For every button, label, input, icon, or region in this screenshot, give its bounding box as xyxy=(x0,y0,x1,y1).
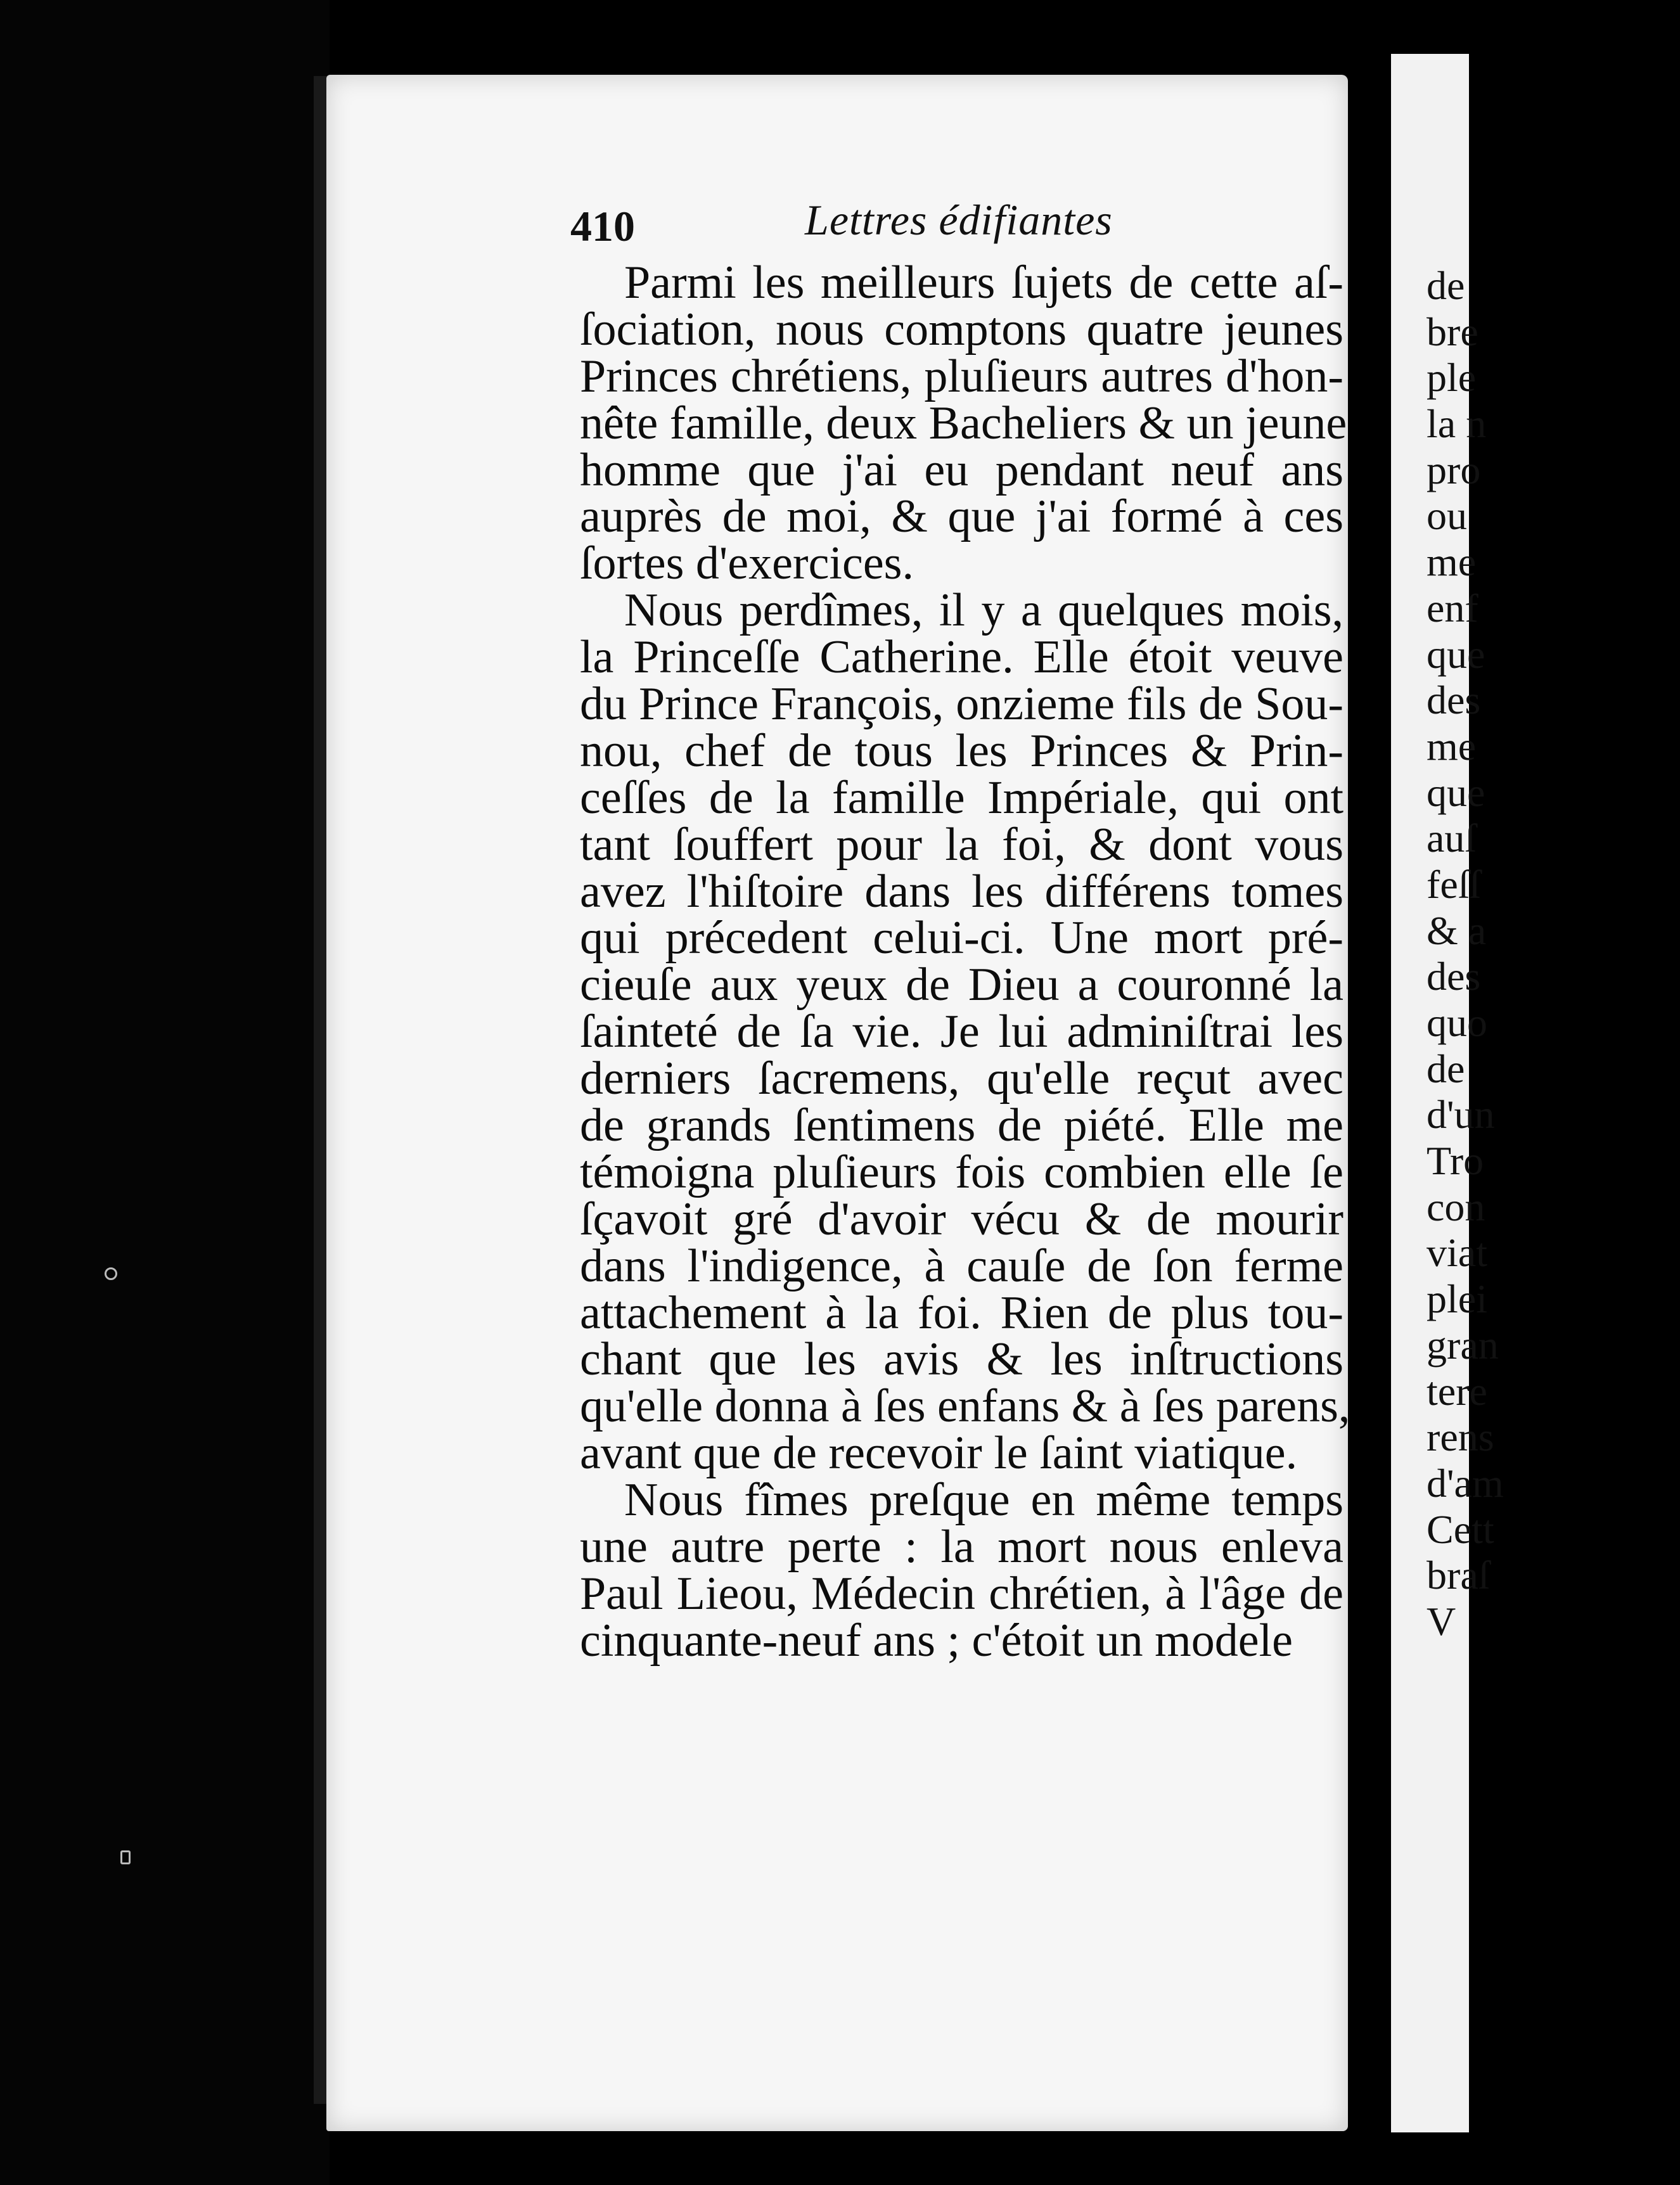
fragment-line: feſſ xyxy=(1427,861,1481,907)
text-line: du Prince François, onzieme fils de Sou- xyxy=(580,678,1343,731)
text-line: qu'elle donna à ſes enfans & à ſes parens, xyxy=(580,1380,1350,1433)
fragment-line: ple xyxy=(1427,355,1477,400)
fragment-line: que xyxy=(1427,769,1485,815)
text-line: attachement à la foi. Rien de plus tou- xyxy=(580,1286,1343,1339)
fragment-line: d'un xyxy=(1427,1092,1495,1137)
fragment-line: de xyxy=(1427,263,1465,308)
fragment-line: & a xyxy=(1427,907,1487,953)
fragment-line: V xyxy=(1427,1598,1456,1644)
fragment-line: plei xyxy=(1427,1276,1487,1322)
fragment-line: des xyxy=(1427,954,1481,999)
fragment-line: braſ xyxy=(1427,1553,1490,1598)
text-line: ſainteté de ſa vie. Je lui adminiſtrai les xyxy=(580,1006,1343,1058)
fragment-line: Cett xyxy=(1427,1506,1494,1552)
fragment-line: me xyxy=(1427,539,1477,585)
text-line: la Princeſſe Catherine. Elle étoit veuve xyxy=(580,631,1343,684)
running-title: Lettres édifiantes xyxy=(805,196,1113,244)
fragment-line: gran xyxy=(1427,1322,1499,1368)
text-line: chant que les avis & les inſtructions xyxy=(580,1333,1343,1386)
fragment-line: me xyxy=(1427,723,1477,769)
text-line: ceſſes de la famille Impériale, qui ont xyxy=(580,771,1343,824)
dust-speck xyxy=(105,1267,117,1280)
fragment-line: rens xyxy=(1427,1414,1494,1460)
text-line: tant ſouffert pour la foi, & dont vous xyxy=(580,818,1343,871)
fragment-line: la n xyxy=(1427,401,1487,447)
binding-gutter xyxy=(0,0,330,2185)
fragment-line: tere xyxy=(1427,1368,1487,1414)
text-line: homme que j'ai eu pendant neuf ans xyxy=(580,444,1343,496)
text-line: de grands ſentimens de piété. Elle me xyxy=(580,1099,1343,1152)
adjacent-page-fragment xyxy=(1391,54,1504,2132)
text-line: cieuſe aux yeux de Dieu a couronné la xyxy=(580,959,1343,1011)
text-line: cinquante-neuf ans ; c'étoit un modele xyxy=(580,1614,1293,1667)
text-line: nou, chef de tous les Princes & Prin- xyxy=(580,724,1343,777)
fragment-line: ou xyxy=(1427,493,1467,539)
fragment-line: des xyxy=(1427,677,1481,723)
text-line: Parmi les meilleurs ſujets de cette aſ- xyxy=(624,257,1343,309)
fragment-line: de xyxy=(1427,1046,1465,1091)
text-line: dans l'indigence, à cauſe de ſon ferme xyxy=(580,1240,1343,1292)
adjacent-page-text xyxy=(1427,263,1680,1645)
text-line: Princes chrétiens, pluſieurs autres d'hon- xyxy=(580,350,1343,402)
text-line: une autre perte : la mort nous enleva xyxy=(580,1521,1343,1573)
fragment-line: Tro xyxy=(1427,1138,1484,1184)
text-line: Nous perdîmes, il y a quelques mois, xyxy=(624,584,1343,637)
text-line: témoigna pluſieurs fois combien elle ſe xyxy=(580,1146,1343,1198)
fragment-line: viat xyxy=(1427,1230,1487,1276)
body-text xyxy=(580,257,1350,1667)
text-line: ſortes d'exercices. xyxy=(580,537,914,590)
fragment-line: enf xyxy=(1427,585,1478,631)
text-line: avant que de recevoir le ſaint viatique. xyxy=(580,1427,1298,1480)
text-line: ſçavoit gré d'avoir vécu & de mourir xyxy=(580,1193,1343,1245)
text-line: ſociation, nous comptons quatre jeunes xyxy=(580,303,1343,356)
fragment-line: quo xyxy=(1427,1000,1487,1045)
text-line: qui précedent celui-ci. Une mort pré- xyxy=(580,912,1343,964)
fragment-line: bre xyxy=(1427,309,1478,354)
fragment-line: que xyxy=(1427,631,1485,677)
text-line: auprès de moi, & que j'ai formé à ces xyxy=(580,490,1343,543)
page-number: 410 xyxy=(570,202,635,250)
fragment-line: auſ xyxy=(1427,816,1477,861)
text-line: Nous fîmes preſque en même temps xyxy=(624,1474,1343,1527)
fragment-line: d'am xyxy=(1427,1460,1504,1506)
text-line: derniers ſacremens, qu'elle reçut avec xyxy=(580,1053,1343,1105)
fragment-line: con xyxy=(1427,1184,1485,1229)
text-line: Paul Lieou, Médecin chrétien, à l'âge de xyxy=(580,1567,1343,1620)
text-line: avez l'hiſtoire dans les différens tomes xyxy=(580,865,1343,918)
fragment-line: pro xyxy=(1427,447,1481,492)
text-line: nête famille, deux Bacheliers & un jeune xyxy=(580,397,1347,449)
dust-speck xyxy=(120,1850,131,1864)
